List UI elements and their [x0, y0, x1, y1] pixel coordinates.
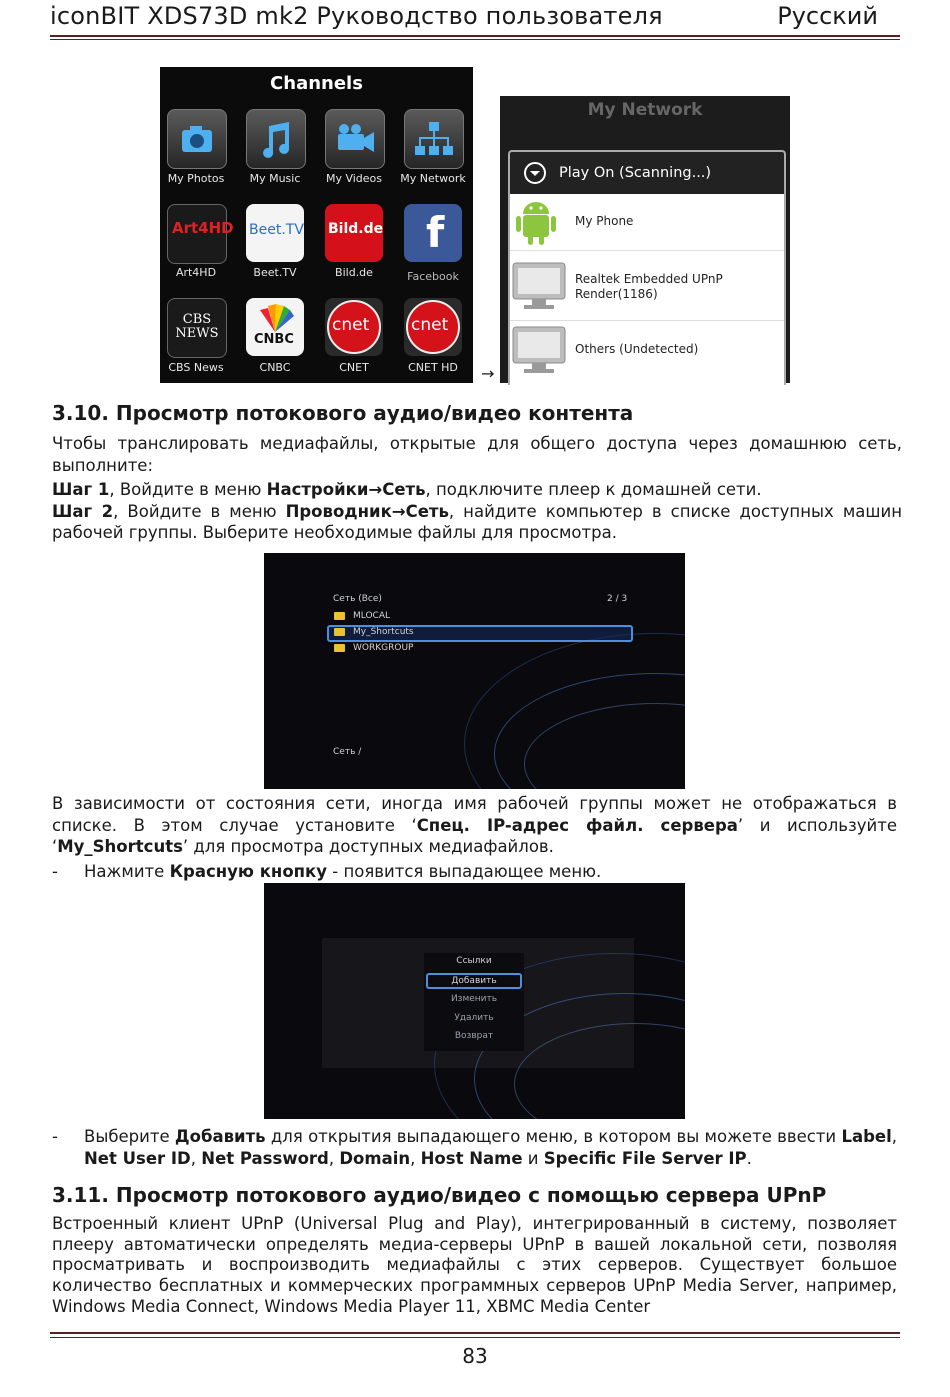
cnet-hd-logo: cnet — [411, 315, 449, 335]
footer-rule-thin — [50, 1337, 900, 1338]
device-name: Realtek Embedded UPnP — [575, 272, 723, 286]
section-3-10-body — [52, 433, 902, 544]
tile-label: CNET HD — [408, 361, 458, 374]
monitor-icon — [510, 261, 568, 311]
facebook-tile[interactable] — [404, 204, 462, 262]
device-name: Others (Undetected) — [575, 342, 699, 356]
device-row-realtek[interactable] — [510, 250, 784, 321]
monitor-icon — [510, 325, 568, 375]
menu-item-back[interactable]: Возврат — [454, 1031, 494, 1041]
cbs-tile[interactable] — [167, 298, 227, 358]
cnet-hd-tile[interactable] — [404, 298, 462, 356]
footer-rule — [50, 1332, 900, 1334]
cnbc-tile[interactable] — [246, 298, 304, 356]
browser-title: Сеть (Все) — [333, 594, 382, 604]
section-heading-3-11: 3.11. Просмотр потокового аудио/видео с помощью сервера UPnP — [52, 1183, 827, 1207]
music-note-icon — [247, 110, 305, 168]
network-browser-screenshot — [264, 553, 685, 789]
tile-label: My Videos — [325, 172, 383, 185]
bild-logo: Bild.de — [328, 221, 384, 237]
beettv-logo: Beet.TV — [249, 222, 304, 238]
menu-item-edit[interactable]: Изменить — [450, 994, 498, 1004]
folder-icon — [334, 612, 345, 620]
popup-menu — [424, 953, 524, 1051]
cnet-logo: cnet — [332, 315, 370, 335]
my-photos-tile[interactable] — [167, 109, 227, 169]
arrow-icon: → — [481, 364, 495, 383]
list-item-workgroup[interactable]: WORKGROUP — [334, 643, 413, 653]
menu-item-add[interactable]: Добавить — [451, 976, 497, 986]
cbs-logo: CBS NEWS — [175, 312, 219, 341]
device-row-phone[interactable] — [510, 194, 784, 250]
chevron-down-circle-icon[interactable] — [523, 161, 547, 185]
menu-item-delete[interactable]: Удалить — [454, 1013, 494, 1023]
my-network-title: My Network — [587, 100, 703, 120]
camera-icon — [168, 110, 226, 168]
device-row-others[interactable] — [510, 320, 784, 385]
tile-label: Bild.de — [335, 266, 373, 279]
play-on-dialog — [508, 150, 786, 385]
video-camera-icon — [326, 110, 384, 168]
list-item-mlocal[interactable]: MLOCAL — [334, 611, 390, 621]
channels-screenshot — [160, 67, 473, 383]
android-icon — [512, 197, 560, 247]
header-title: iconBIT XDS73D mk2 Руководство пользователя — [50, 2, 663, 30]
cnbc-logo: CNBC — [254, 332, 294, 347]
browser-path: Сеть / — [333, 747, 362, 757]
intro-paragraph: Чтобы транслировать медиафайлы, открытые для общего доступа через домашнюю сеть, выполните: — [52, 434, 902, 475]
bullet-red-button: - Нажмите Красную кнопку - появится выпадающее меню. — [52, 861, 602, 881]
tile-label: My Network — [400, 172, 466, 185]
workgroup-paragraph: В зависимости от состояния сети, иногда имя рабочей группы может не отображаться в списке. В этом случае установите ‘Спец. IP-адрес файл. сервера’ и используйте ‘My_Shortcuts’ для просмотра доступных медиафайлов. — [52, 794, 897, 856]
tile-label: Art4HD — [175, 266, 217, 279]
header-rule — [50, 35, 900, 37]
tile-label: Facebook — [407, 270, 459, 283]
step-2: Шаг 2, Войдите в меню Проводник→Сеть, найдите компьютер в списке доступных машин рабочей группы. Выберите необходимые файлы для просмотра. — [52, 501, 902, 542]
cnet-tile[interactable] — [325, 298, 383, 356]
my-network-screenshot — [500, 96, 790, 383]
beettv-tile[interactable] — [246, 204, 304, 262]
page-number: 83 — [462, 1344, 488, 1368]
my-music-tile[interactable] — [246, 109, 306, 169]
device-id: Render(1186) — [575, 287, 658, 301]
list-item-my-shortcuts[interactable]: My_Shortcuts — [334, 627, 414, 637]
my-network-tile[interactable] — [404, 109, 464, 169]
upnp-paragraph: Встроенный клиент UPnP (Universal Plug and Play), интегрированный в систему, позволяет плееру автоматически определять медиа-серверы UPnP в вашей локальной сети, позволяя просматривать и воспроизводить медиафайлы с этих серверов. Существует большое количество бесплатных и коммерческих программных серверов UPnP Media Server, например, Windows Media Connect, Windows Media Player 11, XBMC Media Center — [52, 1214, 897, 1316]
tile-label: My Music — [249, 172, 301, 185]
tile-label: CNET — [339, 361, 369, 374]
tile-label: CBS News — [168, 361, 224, 374]
art4hd-logo: Art4HD — [172, 219, 234, 237]
section-heading-3-10: 3.10. Просмотр потокового аудио/видео контента — [52, 401, 634, 425]
dialog-title: Play On (Scanning...) — [559, 165, 712, 181]
dialog-header — [510, 152, 784, 194]
tile-label: Beet.TV — [253, 266, 297, 279]
network-icon — [405, 110, 463, 168]
tile-label: My Photos — [167, 172, 225, 185]
device-name: My Phone — [575, 214, 634, 228]
header-rule-thin — [50, 39, 900, 40]
art4hd-tile[interactable] — [167, 204, 234, 264]
facebook-logo: f — [426, 208, 445, 257]
folder-icon — [334, 628, 345, 636]
tile-label: CNBC — [259, 361, 291, 374]
workgroup-note — [52, 793, 897, 882]
step-1: Шаг 1, Войдите в меню Настройки→Сеть, подключите плеер к домашней сети. — [52, 480, 762, 499]
popup-menu-title: Ссылки — [456, 956, 492, 966]
popup-menu-screenshot — [264, 883, 685, 1119]
header-language: Русский — [777, 2, 878, 30]
my-videos-tile[interactable] — [325, 109, 385, 169]
folder-icon — [334, 644, 345, 652]
channels-title: Channels — [270, 73, 363, 94]
bullet-add: - Выберите Добавить для открытия выпадающего меню, в котором вы можете ввести Label, Net User ID, Net Password, Domain, Host Name и Specific File Server IP. — [52, 1127, 897, 1168]
browser-page-count: 2 / 3 — [607, 594, 628, 604]
bild-tile[interactable] — [325, 204, 383, 262]
